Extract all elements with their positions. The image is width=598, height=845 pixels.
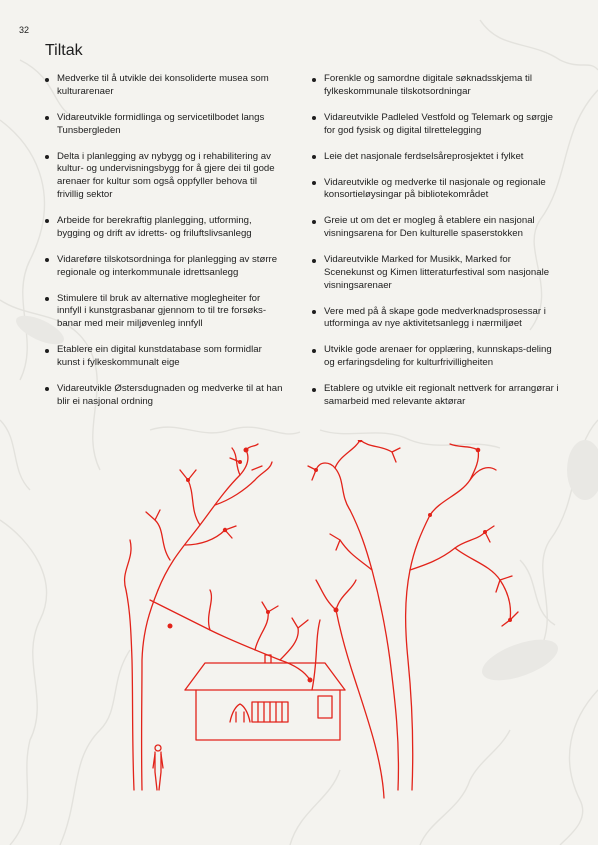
- list-item: Arbeide for berekraftig planlegging, utforming, bygging og drift av idretts- og friluftslivsanlegg: [45, 215, 285, 241]
- list-item: Vidareutvikle Padleled Vestfold og Telemark og sørgje for god fysisk og digital tilrettelegging: [312, 112, 562, 138]
- list-item: Vidareutvikle og medverke til nasjonale og regionale konsortieløysingar på bibliotekområdet: [312, 177, 562, 203]
- tree-and-house-illustration: [110, 440, 530, 800]
- list-item: Delta i planlegging av nybygg og i rehabilitering av kultur- og undervisningsbygg for å gjere dei til gode arenaer for kultur som også oppfyller behova til frivillig sektor: [45, 151, 285, 202]
- list-item: Vidareutvikle Marked for Musikk, Marked for Scenekunst og Kimen litteraturfestival som nasjonale visningsarenaer: [312, 254, 562, 292]
- left-tree: [125, 444, 310, 790]
- list-item: Stimulere til bruk av alternative moglegheiter for innfyll i kunstgrasbanar gjennom to til tre forsøks-banar med meir miljøvenleg innfyll: [45, 293, 285, 331]
- list-item: Vidareutvikle Østersdugnaden og medverke til at han blir ei nasjonal ordning: [45, 383, 285, 409]
- list-item: Leie det nasjonale ferdselsåreprosjektet i fylket: [312, 151, 562, 164]
- list-item: Greie ut om det er mogleg å etablere ein nasjonal visningsarena for Den kulturelle spaserstokken: [312, 215, 562, 241]
- list-item: Etablere og utvikle eit regionalt nettverk for arrangørar i samarbeid med relevante aktørar: [312, 383, 562, 409]
- list-item: Vere med på å skape gode medverknadsprosessar i utforminga av nye aktivitetsanlegg i nærmiljøet: [312, 306, 562, 332]
- list-item: Vidareutvikle formidlinga og servicetilbodet langs Tunsbergleden: [45, 112, 285, 138]
- right-trees: [308, 440, 518, 798]
- house: [185, 655, 345, 740]
- list-item: Etablere ein digital kunstdatabase som formidlar kunst i fylkeskommunalt eige: [45, 344, 285, 370]
- page-number: 32: [19, 25, 30, 35]
- list-item: Medverke til å utvikle dei konsoliderte musea som kulturarenaer: [45, 73, 285, 99]
- section-title: Tiltak: [45, 42, 83, 59]
- right-bullet-list: [312, 73, 562, 422]
- list-item: Forenkle og samordne digitale søknadsskjema til fylkeskommunale tilskotsordningar: [312, 73, 562, 99]
- left-bullet-list: [45, 73, 285, 422]
- list-item: Vidareføre tilskotsordninga for planlegging av større regionale og interkommunale idrettsanlegg: [45, 254, 285, 280]
- list-item: Utvikle gode arenaer for opplæring, kunnskaps-deling og erfaringsdeling for kulturfrivilligheiten: [312, 344, 562, 370]
- person-figure: [153, 745, 163, 790]
